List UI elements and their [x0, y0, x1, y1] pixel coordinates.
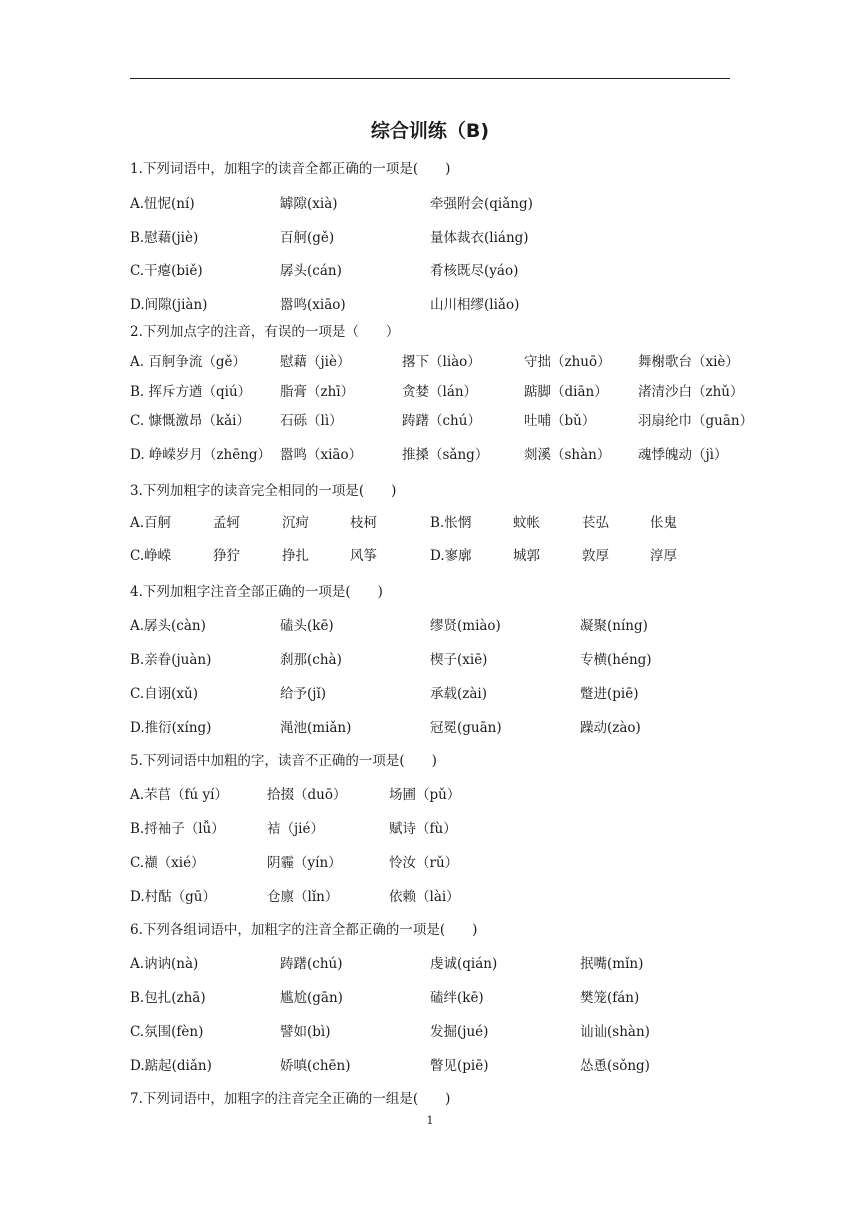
- option-term: 风筝: [350, 548, 377, 564]
- option-term: C. 慷慨激昂（kǎi）: [130, 413, 250, 429]
- option-term: 守拙（zhuō）: [524, 354, 611, 370]
- option-term: 楔子(xiē): [430, 652, 488, 668]
- option-term: 百舸(gě): [280, 230, 335, 246]
- option-row: [0, 226, 860, 246]
- option-term: 专横(héng): [580, 652, 652, 668]
- option-row: [0, 716, 860, 736]
- option-term: 舞榭歌台（xiè）: [638, 354, 739, 370]
- option-term: 赋诗（fù）: [389, 821, 457, 837]
- option-term: B.亲眷(juàn): [130, 652, 212, 668]
- option-term: 磕绊(kē): [430, 990, 484, 1006]
- option-term: 场圃（pǔ）: [389, 787, 461, 803]
- option-term: D.村酤（gū）: [130, 889, 216, 905]
- option-term: 石砾（lì）: [280, 413, 343, 429]
- option-term: A.讷讷(nà): [130, 956, 199, 972]
- option-term: B.怅惘: [430, 515, 472, 531]
- option-row: [0, 885, 860, 905]
- option-term: 沉疴: [282, 515, 309, 531]
- option-term: 苌弘: [582, 515, 609, 531]
- page-number: 1: [426, 1114, 434, 1127]
- option-term: 瞥见(piē): [430, 1058, 489, 1074]
- option-term: 阴霾（yín）: [267, 855, 342, 871]
- option-term: 承载(zài): [430, 686, 488, 702]
- option-term: 淳厚: [650, 548, 677, 564]
- option-term: A.芣苢（fú yí）: [130, 787, 228, 803]
- option-row: [0, 409, 860, 429]
- option-term: C.自诩(xǔ): [130, 686, 198, 702]
- question-stem: 6.下列各组词语中，加粗字的注音全都正确的一项是( ): [130, 922, 478, 938]
- option-term: 讪讪(shàn): [580, 1024, 650, 1040]
- option-row: [0, 614, 860, 634]
- option-term: B. 挥斥方遒（qiú）: [130, 384, 252, 400]
- option-term: A. 百舸争流（gě）: [130, 354, 246, 370]
- option-term: 嚣鸣(xiāo): [280, 297, 346, 313]
- option-term: 譬如(bì): [280, 1024, 331, 1040]
- option-term: B.包扎(zhā): [130, 990, 206, 1006]
- option-term: 狰狞: [213, 548, 240, 564]
- option-term: B.捋袖子（lǚ）: [130, 821, 225, 837]
- option-term: D.寥廓: [430, 548, 472, 564]
- option-row: [0, 1020, 860, 1040]
- option-row: [0, 380, 860, 400]
- option-term: 脂膏（zhī）: [280, 384, 355, 400]
- option-term: 贪婪（lán）: [402, 384, 478, 400]
- option-term: 虔诚(qián): [430, 956, 498, 972]
- option-term: 慰藉（jiè）: [280, 354, 351, 370]
- option-row: [0, 192, 860, 212]
- option-term: 尴尬(gān): [280, 990, 343, 1006]
- option-row: [0, 544, 860, 564]
- option-row: [0, 783, 860, 803]
- option-term: C.干瘪(biě): [130, 263, 203, 279]
- option-term: D.间隙(jiàn): [130, 297, 208, 313]
- option-term: 推搡（sǎng）: [402, 447, 489, 463]
- option-term: 冠冕(guān): [430, 720, 502, 736]
- option-row: [0, 648, 860, 668]
- question-stem: 1.下列词语中，加粗字的读音全都正确的一项是( ): [130, 161, 451, 177]
- option-term: 孱头(cán): [280, 263, 342, 279]
- option-term: 抿嘴(mǐn): [580, 956, 644, 972]
- question-stem: 2.下列加点字的注音，有误的一项是（ ）: [130, 324, 400, 340]
- option-term: 牵强附会(qiǎng): [430, 196, 533, 212]
- option-row: [0, 293, 860, 313]
- option-row: [0, 511, 860, 531]
- option-term: 凝聚(níng): [580, 618, 648, 634]
- option-term: 枝柯: [350, 515, 377, 531]
- option-term: 娇嗔(chēn): [280, 1058, 351, 1074]
- option-term: 伥鬼: [650, 515, 677, 531]
- option-row: [0, 851, 860, 871]
- option-row: [0, 259, 860, 279]
- option-term: 孟轲: [213, 515, 240, 531]
- option-term: 给予(jǐ): [280, 686, 327, 702]
- question-stem: 4.下列加粗字注音全部正确的一项是( ): [130, 584, 383, 600]
- question-stem: 3.下列加粗字的读音完全相同的一项是( ): [130, 483, 397, 499]
- option-term: 踌躇（chú）: [402, 413, 481, 429]
- option-term: B.慰藉(jiè): [130, 230, 199, 246]
- option-term: C.氛围(fèn): [130, 1024, 204, 1040]
- option-term: 嚣鸣（xiāo）: [280, 447, 363, 463]
- option-term: 拾掇（duō）: [267, 787, 347, 803]
- option-term: 量体裁衣(liáng): [430, 230, 529, 246]
- option-term: 罅隙(xià): [280, 196, 338, 212]
- option-term: 敦厚: [582, 548, 609, 564]
- option-term: 发掘(jué): [430, 1024, 489, 1040]
- option-term: C.峥嵘: [130, 548, 172, 564]
- option-term: 蚊帐: [513, 515, 540, 531]
- option-row: [0, 443, 860, 463]
- option-row: [0, 1054, 860, 1074]
- option-row: [0, 986, 860, 1006]
- option-term: 樊笼(fán): [580, 990, 640, 1006]
- option-term: 怜汝（rǔ）: [389, 855, 459, 871]
- page-title: 综合训练（B): [370, 120, 490, 142]
- option-term: 袺（jié）: [267, 821, 324, 837]
- option-term: 依赖（lài）: [389, 889, 460, 905]
- option-term: D.踮起(diǎn): [130, 1058, 212, 1074]
- option-term: 蹩进(piē): [580, 686, 639, 702]
- question-stem: 7.下列词语中，加粗字的注音完全正确的一组是( ): [130, 1091, 451, 1107]
- option-term: D. 峥嵘岁月（zhēng）: [130, 447, 272, 463]
- option-term: A.孱头(càn): [130, 618, 206, 634]
- option-term: 撂下（liào）: [402, 354, 481, 370]
- header-rule: [130, 78, 730, 79]
- option-row: [0, 817, 860, 837]
- option-term: 城郭: [513, 548, 540, 564]
- option-term: 怂恿(sǒng): [580, 1058, 650, 1074]
- option-term: 吐哺（bǔ）: [524, 413, 596, 429]
- option-term: 渑池(miǎn): [280, 720, 352, 736]
- option-term: 剡溪（shàn）: [524, 447, 611, 463]
- option-term: 羽扇纶巾（guān）: [638, 413, 754, 429]
- option-term: 刹那(chà): [280, 652, 342, 668]
- option-row: [0, 350, 860, 370]
- option-term: 肴核既尽(yáo): [430, 263, 519, 279]
- option-term: 山川相缪(liǎo): [430, 297, 520, 313]
- option-term: 躁动(zào): [580, 720, 641, 736]
- option-term: 缪贤(miào): [430, 618, 501, 634]
- option-row: [0, 682, 860, 702]
- option-term: 魂悸魄动（jì）: [638, 447, 728, 463]
- option-term: A.百舸: [130, 515, 172, 531]
- option-term: 踌躇(chú): [280, 956, 343, 972]
- option-term: 磕头(kē): [280, 618, 334, 634]
- option-row: [0, 952, 860, 972]
- option-term: A.忸怩(ní): [130, 196, 195, 212]
- option-term: 仓廪（lǐn）: [267, 889, 339, 905]
- option-term: C.襭（xié）: [130, 855, 205, 871]
- option-term: 踮脚（diān）: [524, 384, 608, 400]
- option-term: 渚清沙白（zhǔ）: [638, 384, 744, 400]
- option-term: D.推衍(xíng): [130, 720, 212, 736]
- question-stem: 5.下列词语中加粗的字，读音不正确的一项是( ): [130, 753, 437, 769]
- option-term: 挣扎: [282, 548, 309, 564]
